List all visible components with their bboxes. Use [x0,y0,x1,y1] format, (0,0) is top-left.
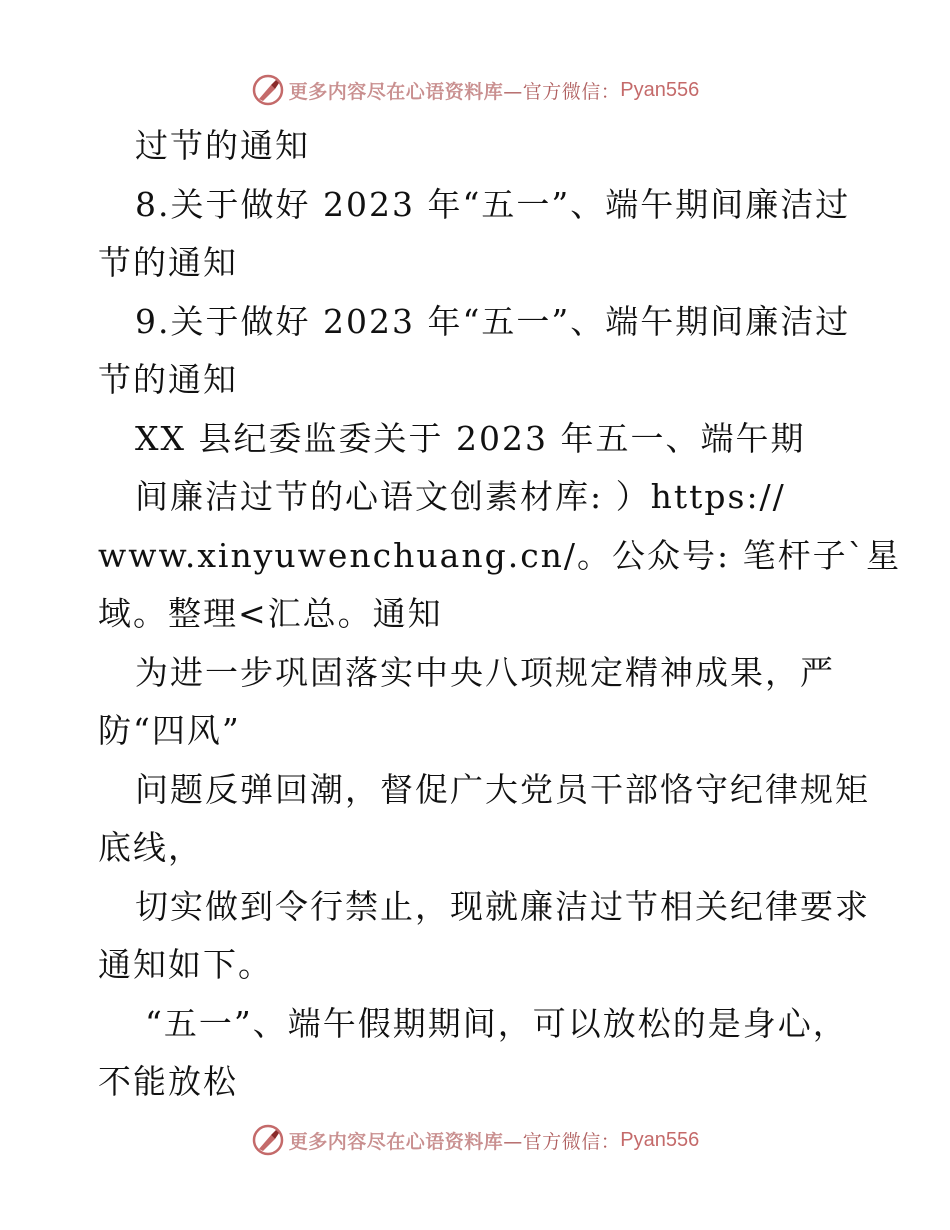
footer-watermark [0,1120,950,1160]
text-line: 过节的通知 [135,126,310,165]
pen-logo-icon [251,1123,285,1157]
text-line: 节的通知 [98,360,238,399]
text-line: 不能放松 [98,1062,238,1101]
text-line: 9.关于做好 2023 年“五一”、端午期间廉洁过 [135,302,851,341]
text-line: 问题反弹回潮，督促广大党员干部恪守纪律规矩 [135,770,870,809]
text-line: 节的通知 [98,243,238,282]
text-line: 防“四风” [98,711,241,750]
text-line: 为进一步巩固落实中央八项规定精神成果，严 [135,653,835,692]
text-line: 域。整理<汇总。通知 [98,594,443,633]
text-line: 8.关于做好 2023 年“五一”、端午期间廉洁过 [135,185,851,224]
text-line: 底线， [98,828,203,867]
watermark-dash-text: —官方微信： [503,80,621,103]
text-line: 切实做到令行禁止，现就廉洁过节相关纪律要求 [135,887,870,926]
text-line: 间廉洁过节的心语文创素材库: ）https:// [135,477,786,516]
text-line: XX 县纪委监委关于 2023 年五一、端午期 [135,419,806,458]
pen-logo-icon [251,73,285,107]
watermark-main-text: 更多内容尽在心语资料库 [288,80,504,103]
watermark-dash-text: —官方微信： [503,1130,621,1153]
text-line: www.xinyuwenchuang.cn/。公众号: 笔杆子`星 [98,536,902,575]
watermark-wechat-id: Pyan556 [620,1128,700,1151]
watermark-main-text: 更多内容尽在心语资料库 [288,1130,504,1153]
text-line: 通知如下。 [98,945,273,984]
watermark-wechat-id: Pyan556 [620,78,700,101]
header-watermark [0,70,950,110]
text-line: “五一”、端午假期期间，可以放松的是身心， [145,1004,848,1043]
